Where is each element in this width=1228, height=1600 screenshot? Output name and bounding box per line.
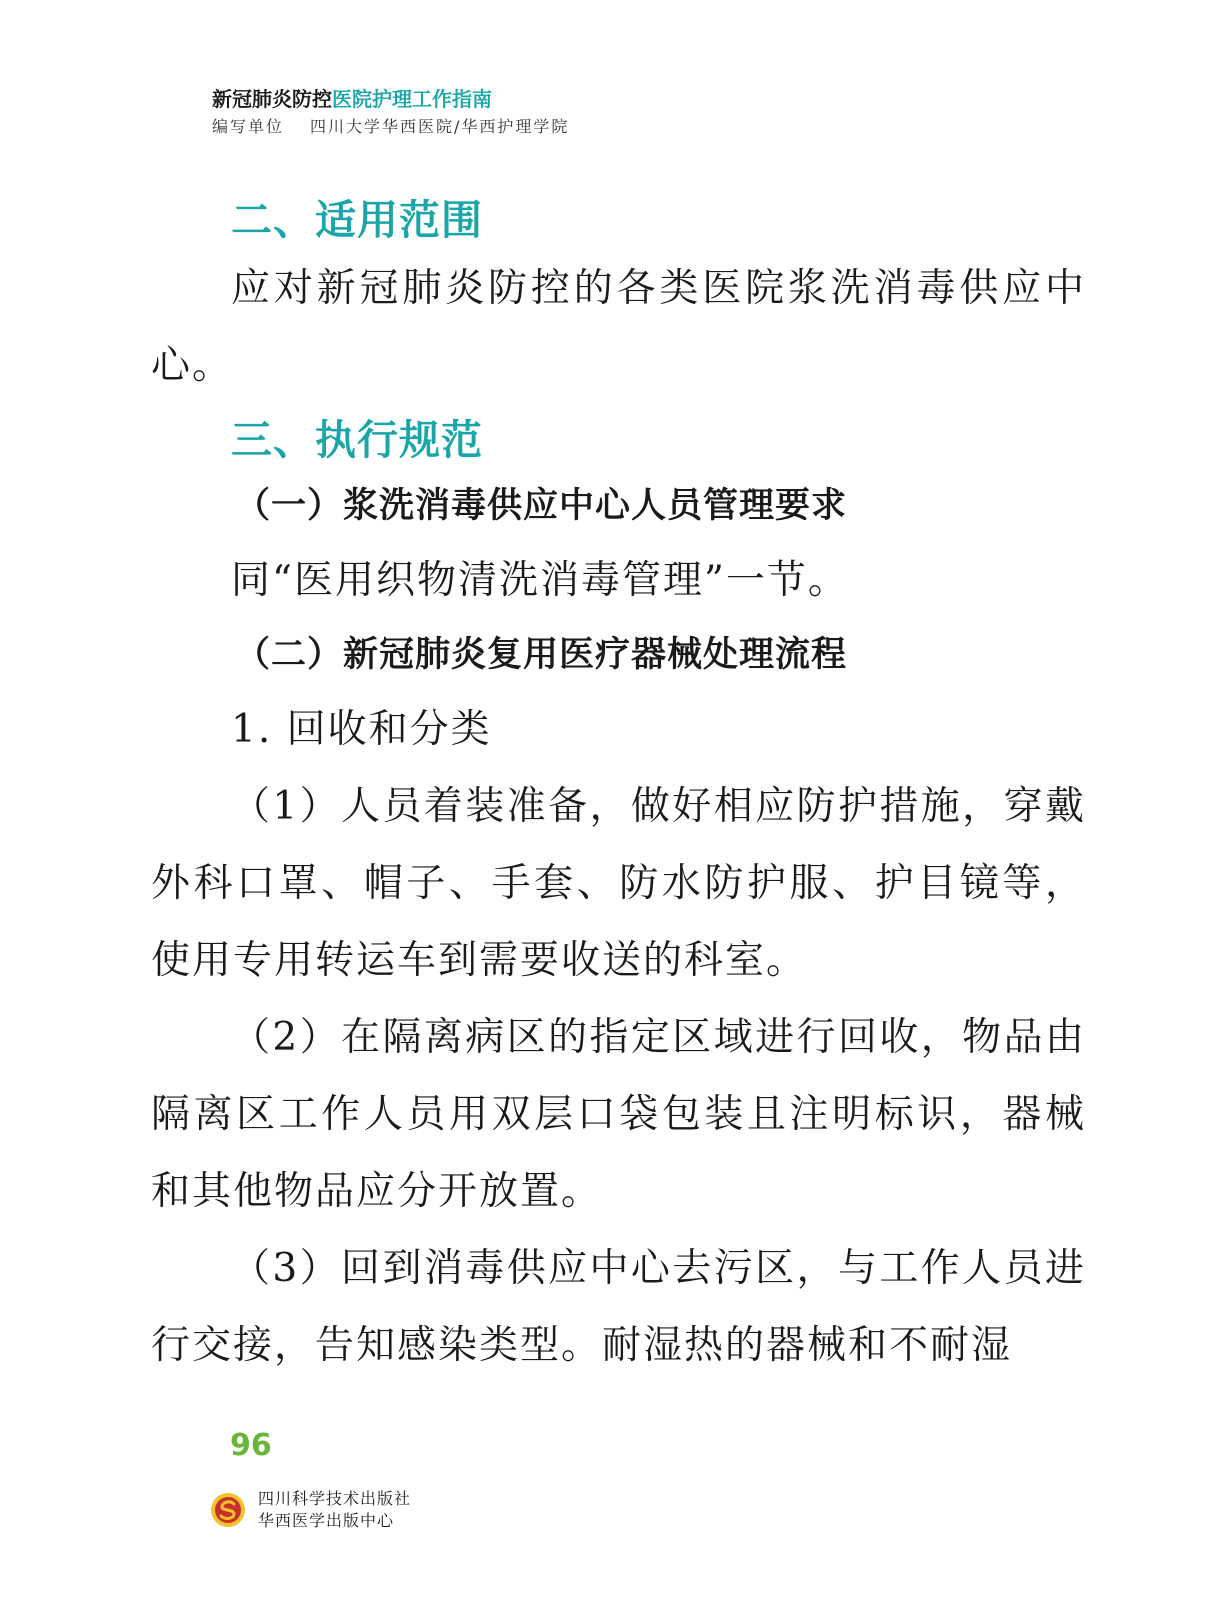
- editor-units: 四川大学华西医院/华西护理学院: [310, 117, 570, 136]
- page-body: [151, 190, 1086, 1384]
- recovery-paragraph-2: （2）在隔离病区的指定区域进行回收，物品由隔离区工作人员用双层口袋包装且注明标识，器械和其他物品应分开放置。: [151, 1015, 1086, 1214]
- book-title-prefix: 新冠肺炎防控: [212, 87, 332, 111]
- scope-paragraph: 应对新冠肺炎防控的各类医院浆洗消毒供应中心。: [151, 266, 1086, 388]
- publisher-name-1: 四川科学技术出版社: [258, 1489, 412, 1508]
- running-header: [212, 86, 569, 138]
- editor-label: 编写单位: [212, 117, 285, 136]
- publisher-block: [210, 1488, 411, 1532]
- subsection-heading-process: （二）新冠肺炎复用医疗器械处理流程: [235, 635, 848, 675]
- staff-paragraph: 同“医用织物清洗消毒管理”一节。: [231, 558, 849, 603]
- section-title-standards: 三、执行规范: [231, 416, 483, 464]
- publisher-name-2: 华西医学出版中心: [258, 1511, 395, 1530]
- book-title-accent: 医院护理工作指南: [332, 87, 492, 111]
- item-heading-recovery: 1. 回收和分类: [231, 707, 492, 752]
- book-title: [212, 86, 569, 112]
- section-title-scope: 二、适用范围: [231, 196, 483, 244]
- publisher-names: [258, 1488, 411, 1532]
- editor-line: [212, 116, 569, 138]
- publisher-logo-icon: [210, 1492, 246, 1528]
- subsection-heading-staff: （一）浆洗消毒供应中心人员管理要求: [235, 486, 848, 526]
- recovery-paragraph-3: （3）回到消毒供应中心去污区，与工作人员进行交接，告知感染类型。耐湿热的器械和不耐湿: [151, 1246, 1086, 1368]
- page-number: 96: [230, 1428, 272, 1463]
- recovery-paragraph-1: （1）人员着装准备，做好相应防护措施，穿戴外科口罩、帽子、手套、防水防护服、护目镜等，使用专用转运车到需要收送的科室。: [151, 784, 1086, 983]
